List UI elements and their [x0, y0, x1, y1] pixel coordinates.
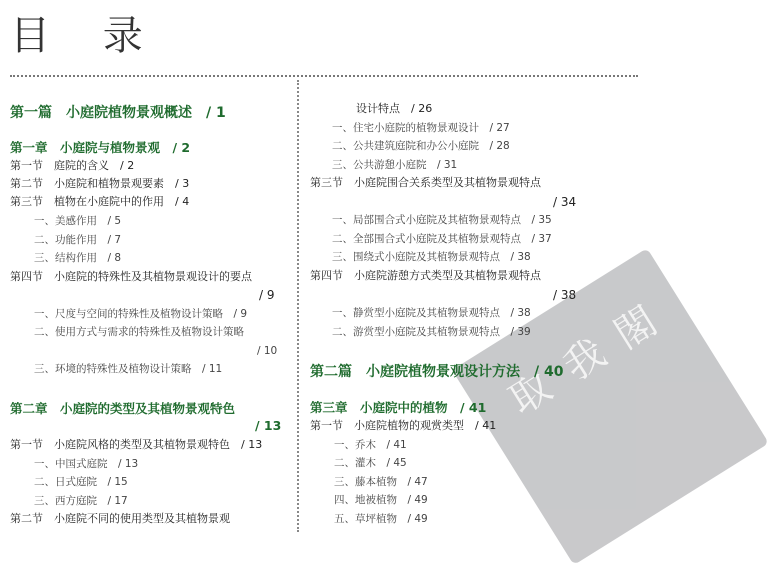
- toc-item: 三、环境的特殊性及植物设计策略 / 11: [34, 363, 223, 375]
- toc-item: 三、围绕式小庭院及其植物景观特点 / 38: [332, 251, 531, 263]
- toc-page-number: / 34: [553, 195, 577, 209]
- toc-item: 二、灌木 / 45: [334, 457, 407, 469]
- toc-part-2: 第二篇 小庭院植物景观设计方法 / 40: [310, 364, 564, 380]
- toc-item: 一、局部围合式小庭院及其植物景观特点 / 35: [332, 214, 552, 226]
- toc-continuation: 设计特点 / 26: [356, 102, 433, 115]
- toc-page-number: / 38: [553, 288, 577, 302]
- toc-item: 三、公共游憩小庭院 / 31: [332, 159, 458, 171]
- toc-part-1: 第一篇 小庭院植物景观概述 / 1: [10, 105, 226, 121]
- toc-page-number: / 13: [255, 418, 282, 433]
- toc-item: 二、游赏型小庭院及其植物景观特点 / 39: [332, 326, 531, 338]
- toc-item: 三、结构作用 / 8: [34, 252, 122, 264]
- toc-item: 二、全部围合式小庭院及其植物景观特点 / 37: [332, 233, 552, 245]
- title-divider: [10, 75, 638, 77]
- toc-item: 一、中国式庭院 / 13: [34, 458, 139, 470]
- toc-chapter-1: 第一章 小庭院与植物景观 / 2: [10, 140, 191, 155]
- toc-section: 第四节 小庭院的特殊性及其植物景观设计的要点: [10, 270, 252, 283]
- column-divider: [297, 80, 299, 532]
- toc-chapter-3: 第三章 小庭院中的植物 / 41: [310, 400, 487, 415]
- watermark-stamp: 取 我 閣: [452, 248, 769, 565]
- toc-item: 一、乔木 / 41: [334, 439, 407, 451]
- toc-page-number: / 9: [259, 288, 275, 302]
- toc-section: 第二节 小庭院不同的使用类型及其植物景观: [10, 512, 230, 525]
- toc-page-number: / 10: [257, 345, 278, 357]
- toc-section: 第三节 小庭院围合关系类型及其植物景观特点: [310, 176, 541, 189]
- toc-item: 一、静赏型小庭院及其植物景观特点 / 38: [332, 307, 531, 319]
- page-title: 目 录: [10, 13, 163, 59]
- toc-item: 二、公共建筑庭院和办公小庭院 / 28: [332, 140, 510, 152]
- toc-item: 三、西方庭院 / 17: [34, 495, 128, 507]
- toc-item: 一、住宅小庭院的植物景观设计 / 27: [332, 122, 510, 134]
- toc-item: 二、日式庭院 / 15: [34, 476, 128, 488]
- toc-item: 五、草坪植物 / 49: [334, 513, 428, 525]
- toc-item: 二、使用方式与需求的特殊性及植物设计策略: [34, 326, 244, 338]
- toc-chapter-2: 第二章 小庭院的类型及其植物景观特色: [10, 401, 236, 416]
- toc-section: 第三节 植物在小庭院中的作用 / 4: [10, 195, 190, 208]
- toc-section: 第一节 庭院的含义 / 2: [10, 159, 135, 172]
- toc-item: 一、尺度与空间的特殊性及植物设计策略 / 9: [34, 308, 248, 320]
- toc-item: 三、藤本植物 / 47: [334, 476, 428, 488]
- toc-section: 第二节 小庭院和植物景观要素 / 3: [10, 177, 190, 190]
- toc-section: 第一节 小庭院植物的观赏类型 / 41: [310, 419, 497, 432]
- toc-item: 四、地被植物 / 49: [334, 494, 428, 506]
- toc-item: 一、美感作用 / 5: [34, 215, 122, 227]
- toc-item: 二、功能作用 / 7: [34, 234, 122, 246]
- toc-section: 第一节 小庭院风格的类型及其植物景观特色 / 13: [10, 438, 263, 451]
- toc-section: 第四节 小庭院游憩方式类型及其植物景观特点: [310, 269, 541, 282]
